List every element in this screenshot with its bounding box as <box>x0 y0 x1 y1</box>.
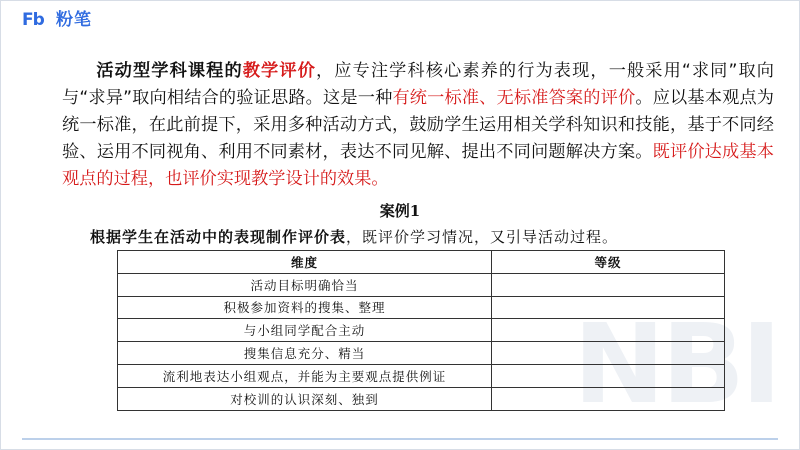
brand-logo <box>22 8 92 32</box>
fenbi-logo-icon: Fb <box>22 10 44 30</box>
case-title: 案例1 <box>379 202 421 220</box>
dimension-cell: 积极参加资料的搜集、整理 <box>118 296 492 319</box>
table-row <box>118 364 725 387</box>
table-row <box>118 296 725 319</box>
para-text-1: ，应专注学科核心素养的行为表现，一般采用“求同”取向与“求异”取向相结合的验证思路。这是一种 <box>62 61 774 108</box>
header-grade: 等级 <box>492 251 725 274</box>
bottom-divider <box>22 438 778 440</box>
grade-cell <box>492 342 725 365</box>
grade-cell <box>492 273 725 296</box>
dimension-cell: 对校训的认识深刻、独到 <box>118 387 492 410</box>
grade-cell <box>492 387 725 410</box>
dimension-cell: 流利地表达小组观点，并能为主要观点提供例证 <box>118 364 492 387</box>
grade-cell <box>492 319 725 342</box>
dimension-cell: 活动目标明确恰当 <box>118 273 492 296</box>
dimension-cell: 搜集信息充分、精当 <box>118 342 492 365</box>
table-row <box>118 273 725 296</box>
table-row <box>118 319 725 342</box>
grade-cell <box>492 296 725 319</box>
case-intro-bold: 根据学生在活动中的表现制作评价表 <box>90 228 347 246</box>
main-paragraph <box>62 58 774 193</box>
para-text-2: 。应以基本观点为统一标准，在此前提下，采用多种活动方式，鼓励学生运用相关学科知识和技能，基于不同经验、运用不同视角、利用不同素材，表达不同见解、提出不同问题解决方案。 <box>62 88 774 162</box>
case-intro <box>90 226 770 247</box>
evaluation-table <box>117 250 725 411</box>
para-highlight-evaluation: 教学评价 <box>242 61 316 81</box>
table-row <box>118 387 725 410</box>
header-dimension: 维度 <box>118 251 492 274</box>
case-intro-rest: ，既评价学习情况，又引导活动过程。 <box>346 228 619 246</box>
table-row <box>118 342 725 365</box>
para-subject: 活动型学科课程的 <box>96 61 243 81</box>
watermark: NBI <box>573 300 778 428</box>
dimension-cell: 与小组同学配合主动 <box>118 319 492 342</box>
table-header-row <box>118 251 725 274</box>
grade-cell <box>492 364 725 387</box>
brand-name: 粉笔 <box>56 10 92 30</box>
para-highlight-conclusion: 既评价达成基本观点的过程，也评价实现教学设计的效果。 <box>62 142 774 189</box>
para-highlight-standard: 有统一标准、无标准答案的评价 <box>392 88 636 108</box>
